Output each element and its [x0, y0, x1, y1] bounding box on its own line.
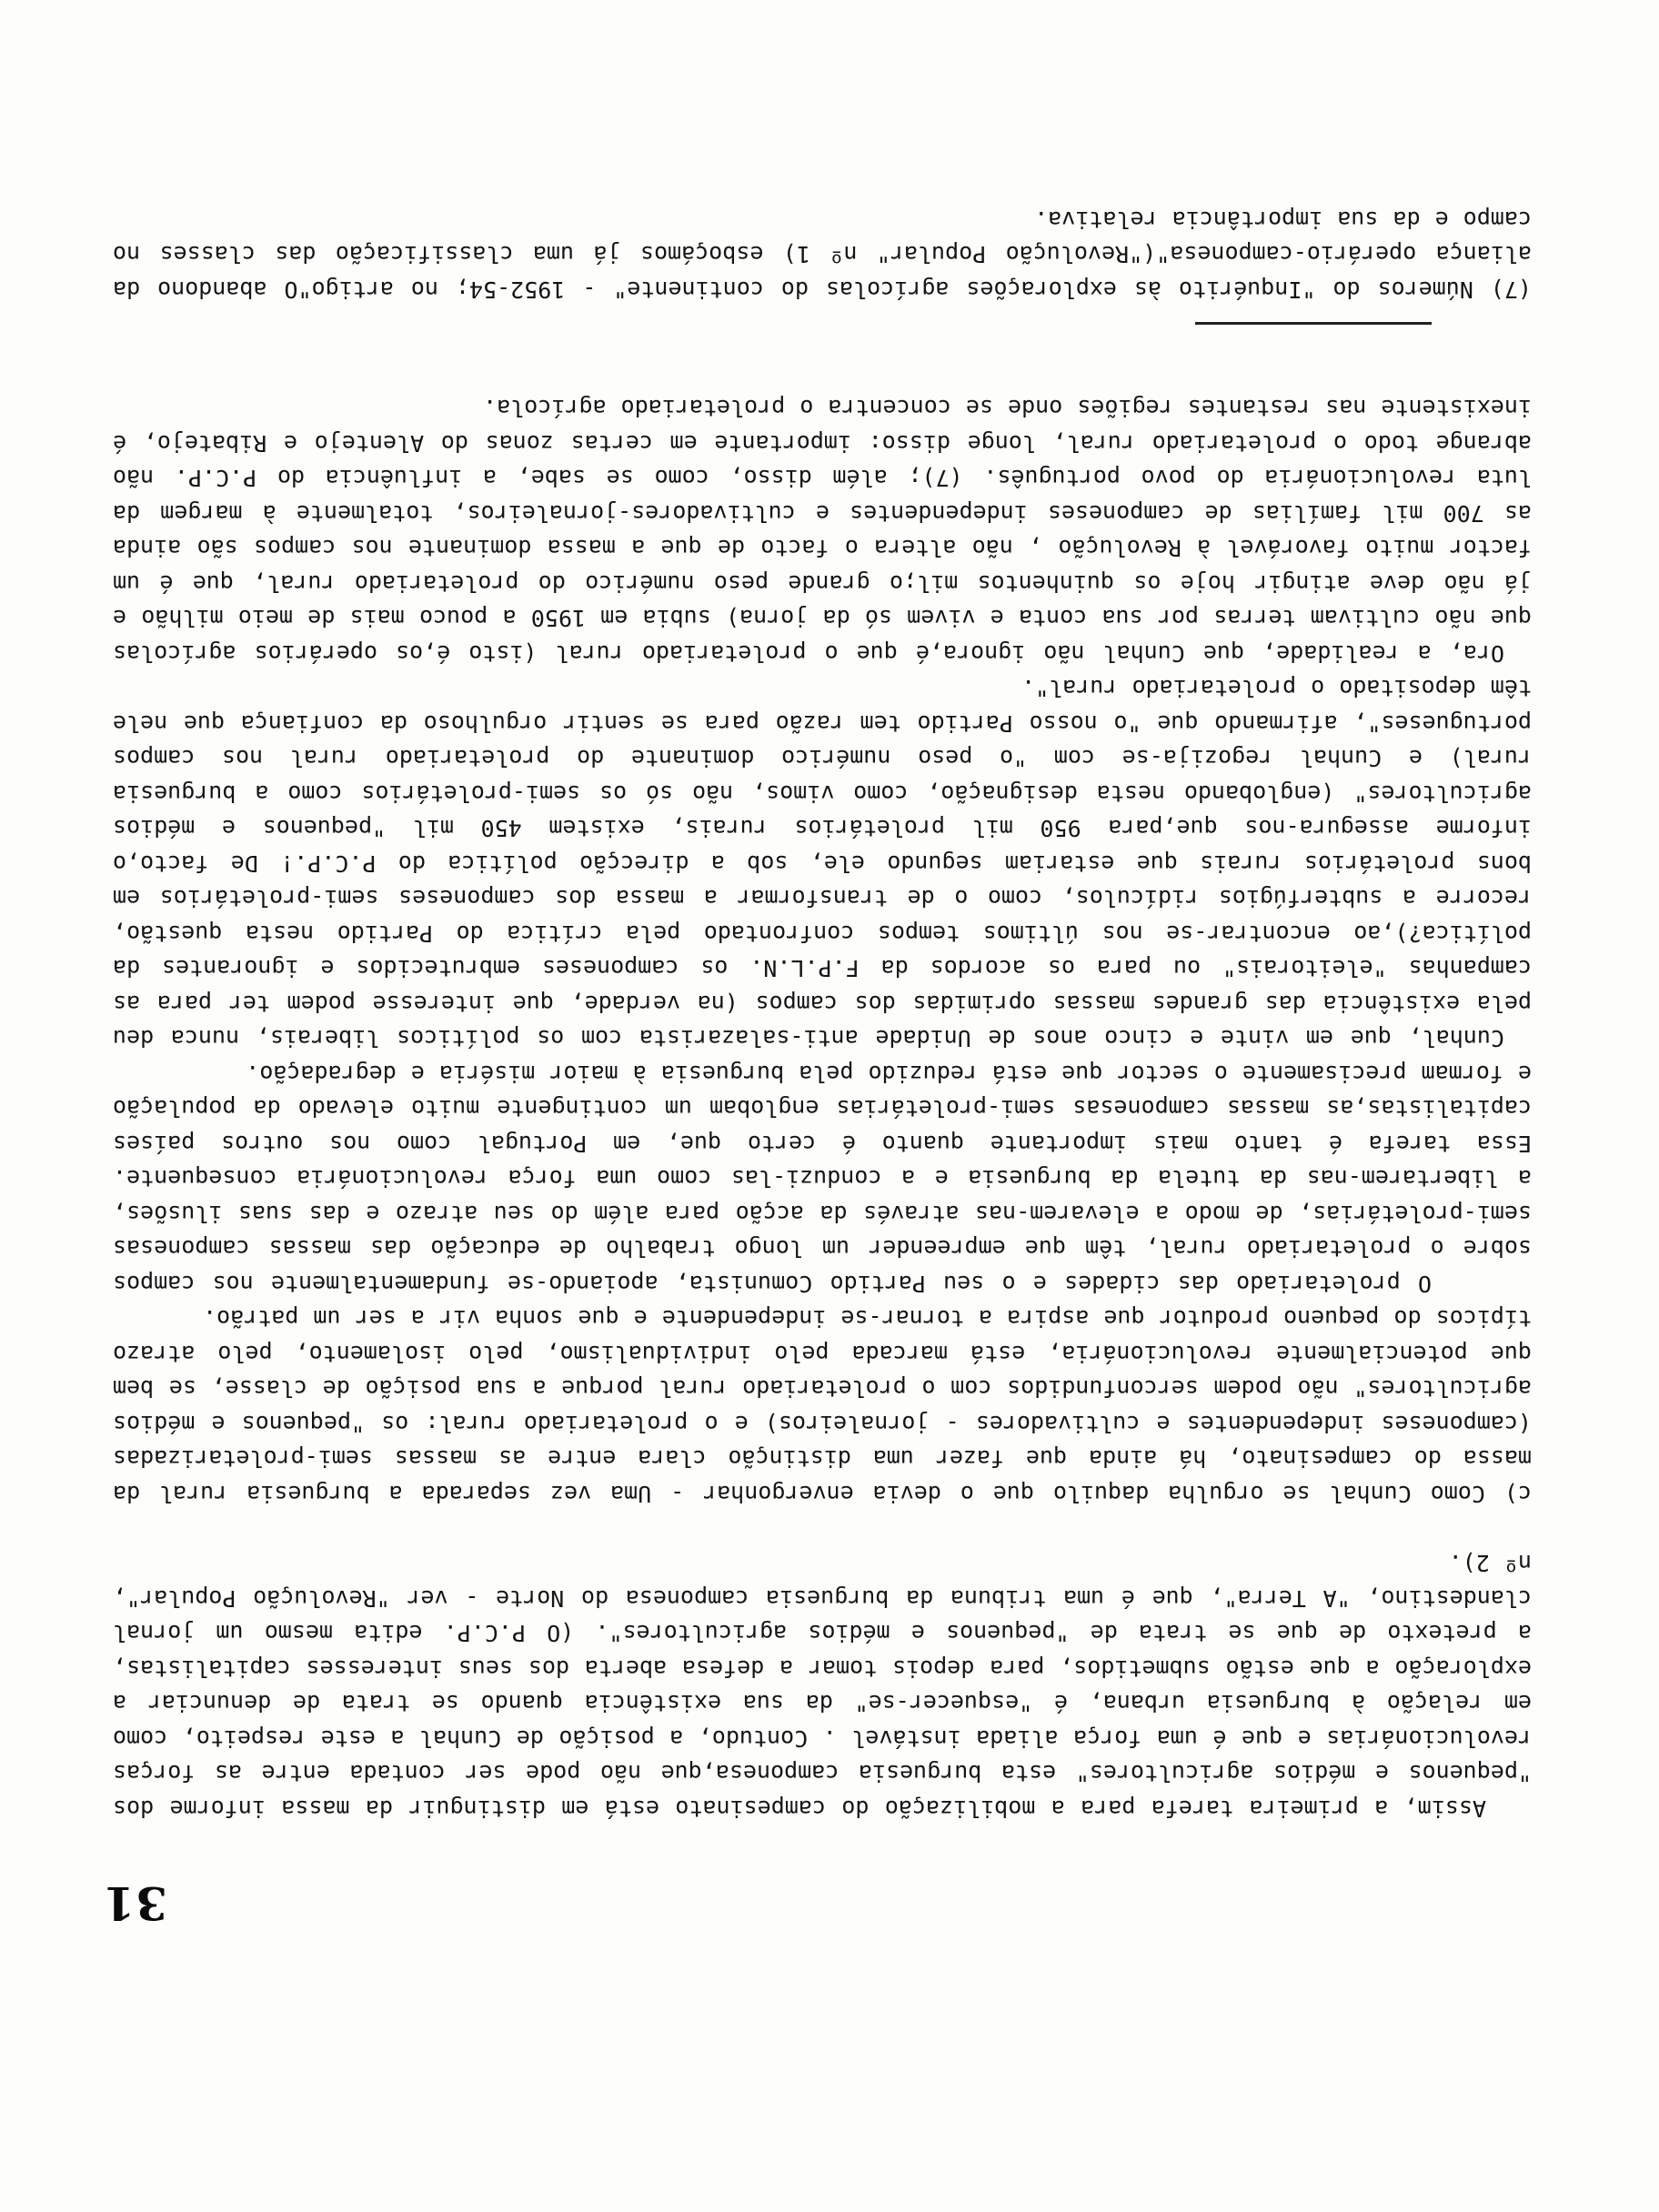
footnote-divider — [1195, 322, 1432, 325]
footnote — [97, 202, 1532, 307]
main-text — [97, 390, 1532, 1825]
paragraph-mobilizacao: Assim, a primeira tarefa para a mobilização do campesinato está em distinguir da massa informe dos "pequenos e médios agricultores" esta burguesia camponesa,que não pode ser contada entre as forças revolucionárias e que é uma força aliada instável . Contudo, a posição de Cunhal a este respeito, como em relação à burguesia urbana, é "esquecer-se" da sua existência quando se trata de denunciar a exploração a que estão submetidos, para depois tomar a defesa aberta dos seus interesses capitalistas, a pretexto de que se trata de "pequenos e médios agricultores". (O P.C.P. edita mesmo um jornal clandestino, "A Terra", que é uma tribuna da burguesia camponesa do Norte - ver "Revolução Popular", nº 2). — [97, 1550, 1532, 1822]
footnote-text: (7) Números do "Inquérito às explorações agrícolas do continente" - 1952-54; no artigo"O abandono da aliança operário-camponesa"("Revolução Popular" nº 1) esboçámos já uma classificação das classes no campo e da sua importância relativa. — [97, 206, 1532, 303]
paragraph-section-c: c) Como Cunhal se orgulha daquilo que o devia envergonhar - Uma vez separada a burguesia rural da massa do campesinato, há ainda que fazer uma distinção clara entre as massas semi-proletarizadas (camponeses independentes e cultivadores - jornaleiros) e o proletariado rural: os "pequenos e médios agricultores" não podem serconfundidos com o proletariado rural porque a sua posição de classe, se bem que potencialmente revolucionária, está marcada pelo individualismo, pelo isolamento, pelo atrazo típicos do pequeno produtor que aspira a tornar-se independente e que sonha vir a ser um patrão. — [97, 1305, 1532, 1507]
paragraph-proletariado-cidades: O proletariado das cidades e o seu Partido Comunista, apoiando-se fundamentalmente nos campos sobre o proletariado rural, têm que empreender um longo trabalho de educação das massas camponesas semi-proletárias, de modo a elevarem-nas através da acção para além do seu atrazo e das suas ilusões, a libertarem-nas da tutela da burguesia e a conduzi-las como uma força revolucionária consequente. Essa tarefa é tanto mais importante quanto é certo que, em Portugal como nos outros países capitalistas,as massas camponesas semi-proletárias englobam um contingente muito elevado da população e formam precisamente o sector que está reduzido pela burguesia à maior miséria e degradação. — [97, 1061, 1532, 1297]
paragraph-realidade: Ora, a realidade, que Cunhal não ignora,é que o proletariado rural (isto é,os operários agrícolas que não cultivam terras por sua conta e vivem só da jorna) subia em 1950 a pouco mais de meio milhão e já não deve atingir hoje os quinhentos mil;o grande peso numérico do proletariado rural, que é um factor muito favorável à Revolução , não altera o facto de que a massa dominante nos campos são ainda as 700 mil famílias de camponeses independentes e cultivadores-jornaleiros, totalmente à margem da luta revolucionária do povo português. (7); além disso, como se sabe, a influência do P.C.P. não abrange todo o proletariado rural, longe disso: importante em certas zonas do Alentejo e Ribatejo, é inexistente nas restantes regiões onde se concentra o proletariado agrícola. — [97, 395, 1532, 667]
paragraph-cunhal-unidade: Cunhal, que em vinte e cinco anos de Unidade anti-salazarista com os políticos liberais, nunca deu pela existência das grandes massas oprimidas dos campos (na verdade, que interesse podem ter para as campanhas "eleitorais" ou para os acordos da F.P.L.N. os camponeses embrutecidos e ignorantes da política?),ao encontrar-se nos últimos tempos confrontado pela crítica do Partido nesta questão, recorre a subterfúgios ridículos, como o de transformar a massa dos camponeses semi-proletários em bons proletários rurais que estariam segundo ele, sob a direcção política do P.C.P.! De facto,o informe assegura-nos que,para 950 mil proletários rurais, existem 450 mil "pequenos e médios agricultores" (englobando nesta designação, como vimos, não só os semi-proletários como a burguesia rural) e Cunhal regozija-se com "o peso numérico dominante do proletariado rural nos campos portugueses", afirmando que "o nosso Partido tem razão para se sentir orgulhoso da confiança que nele têm depositado o proletariado rural". — [97, 675, 1532, 1052]
page-number: 31 — [102, 1876, 167, 1930]
